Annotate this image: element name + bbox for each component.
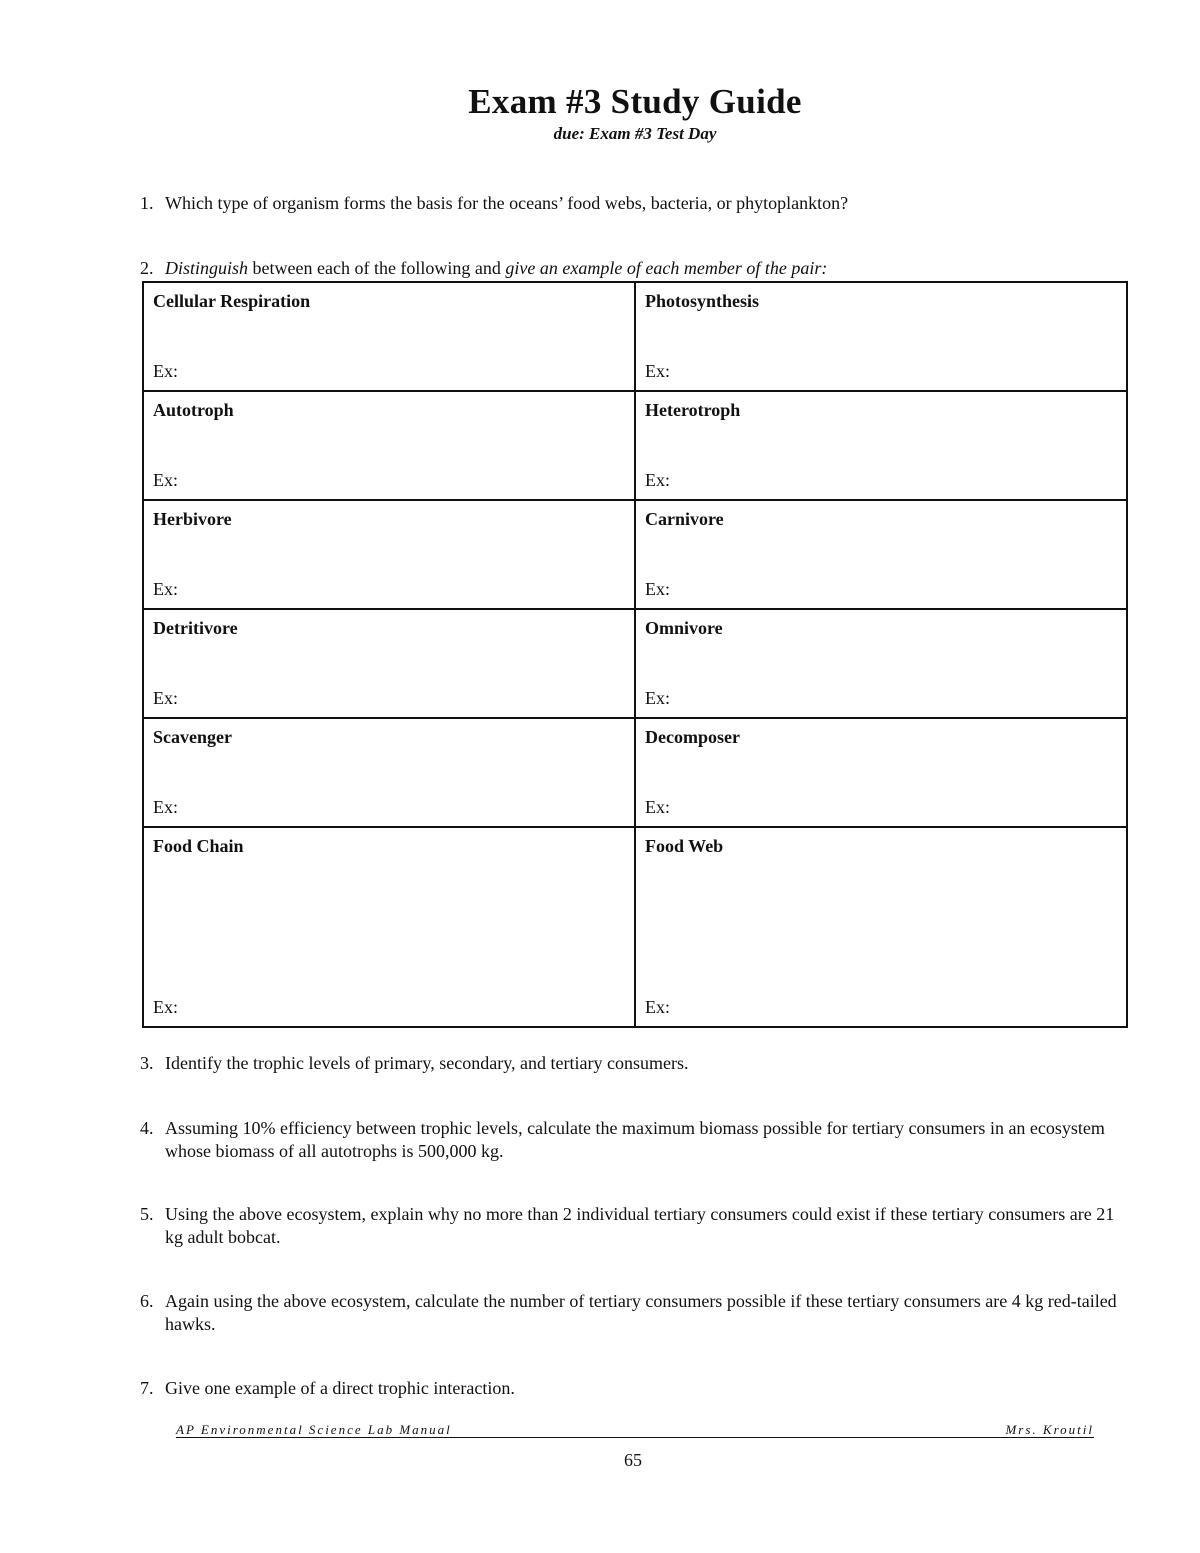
example-label: Ex: bbox=[645, 797, 670, 817]
example-label: Ex: bbox=[153, 797, 178, 817]
example-label: Ex: bbox=[153, 361, 178, 381]
term-cell bbox=[143, 391, 635, 500]
question-text-plain: between each of the following and bbox=[248, 258, 506, 278]
question-2 bbox=[140, 257, 1130, 280]
table-row bbox=[143, 500, 1127, 609]
term-cell bbox=[635, 827, 1127, 1027]
question-text: Identify the trophic levels of primary, secondary, and tertiary consumers. bbox=[165, 1053, 689, 1073]
term-cell bbox=[635, 500, 1127, 609]
term-cell bbox=[635, 391, 1127, 500]
question-emphasis: give an example of each member of the pair: bbox=[505, 258, 828, 278]
question-number: 1. bbox=[140, 193, 154, 213]
term-cell bbox=[635, 609, 1127, 718]
question-text: Give one example of a direct trophic interaction. bbox=[165, 1378, 515, 1398]
question-5 bbox=[140, 1203, 1130, 1249]
question-1 bbox=[140, 192, 1130, 215]
term-label: Omnivore bbox=[645, 618, 723, 638]
term-label: Cellular Respiration bbox=[153, 291, 311, 311]
question-number: 5. bbox=[140, 1204, 154, 1224]
table-row bbox=[143, 718, 1127, 827]
question-number: 2. bbox=[140, 258, 154, 278]
term-label: Autotroph bbox=[153, 400, 234, 420]
term-label: Scavenger bbox=[153, 727, 232, 747]
question-number: 4. bbox=[140, 1118, 154, 1138]
example-label: Ex: bbox=[645, 361, 670, 381]
footer-course-title: AP Environmental Science Lab Manual bbox=[176, 1422, 452, 1437]
question-text: Which type of organism forms the basis for the oceans’ food webs, bacteria, or phytoplankton? bbox=[165, 193, 849, 213]
question-text: Assuming 10% efficiency between trophic levels, calculate the maximum biomass possible for tertiary consumers in an ecosystem whose biomass of all autotrophs is 500,000 kg. bbox=[165, 1118, 1105, 1161]
term-label: Decomposer bbox=[645, 727, 740, 747]
term-label: Carnivore bbox=[645, 509, 724, 529]
question-number: 3. bbox=[140, 1053, 154, 1073]
example-label: Ex: bbox=[153, 579, 178, 599]
table-row bbox=[143, 391, 1127, 500]
term-cell bbox=[635, 282, 1127, 391]
page-title: Exam #3 Study Guide bbox=[468, 82, 802, 121]
term-cell bbox=[143, 718, 635, 827]
term-label: Food Chain bbox=[153, 836, 244, 856]
example-label: Ex: bbox=[645, 470, 670, 490]
term-cell bbox=[143, 609, 635, 718]
question-text: Using the above ecosystem, explain why no more than 2 individual tertiary consumers could exist if these tertiary consumers are 21 kg adult bobcat. bbox=[165, 1204, 1115, 1247]
term-cell bbox=[635, 718, 1127, 827]
question-6 bbox=[140, 1290, 1130, 1336]
question-number: 7. bbox=[140, 1378, 154, 1398]
table-row bbox=[143, 827, 1127, 1027]
question-text bbox=[165, 257, 1130, 280]
question-3 bbox=[140, 1052, 1130, 1075]
term-cell bbox=[143, 827, 635, 1027]
example-label: Ex: bbox=[153, 470, 178, 490]
term-label: Heterotroph bbox=[645, 400, 741, 420]
question-7 bbox=[140, 1377, 1130, 1400]
term-label: Food Web bbox=[645, 836, 724, 856]
table-row bbox=[143, 609, 1127, 718]
example-label: Ex: bbox=[645, 997, 670, 1017]
question-text: Again using the above ecosystem, calculate the number of tertiary consumers possible if these tertiary consumers are 4 kg red-tailed hawks. bbox=[165, 1291, 1117, 1334]
example-label: Ex: bbox=[153, 997, 178, 1017]
example-label: Ex: bbox=[645, 579, 670, 599]
term-label: Herbivore bbox=[153, 509, 232, 529]
term-label: Photosynthesis bbox=[645, 291, 760, 311]
question-4 bbox=[140, 1117, 1130, 1163]
example-label: Ex: bbox=[153, 688, 178, 708]
example-label: Ex: bbox=[645, 688, 670, 708]
question-emphasis: Distinguish bbox=[165, 258, 249, 278]
table-row bbox=[143, 282, 1127, 391]
footer-author: Mrs. Kroutil bbox=[1005, 1422, 1094, 1437]
question-number: 6. bbox=[140, 1291, 154, 1311]
term-cell bbox=[143, 500, 635, 609]
footer-rule bbox=[176, 1437, 1094, 1438]
terms-table bbox=[142, 281, 1128, 1028]
term-label: Detritivore bbox=[153, 618, 238, 638]
page-number: 65 bbox=[624, 1450, 642, 1470]
term-cell bbox=[143, 282, 635, 391]
page-subtitle: due: Exam #3 Test Day bbox=[553, 124, 717, 143]
